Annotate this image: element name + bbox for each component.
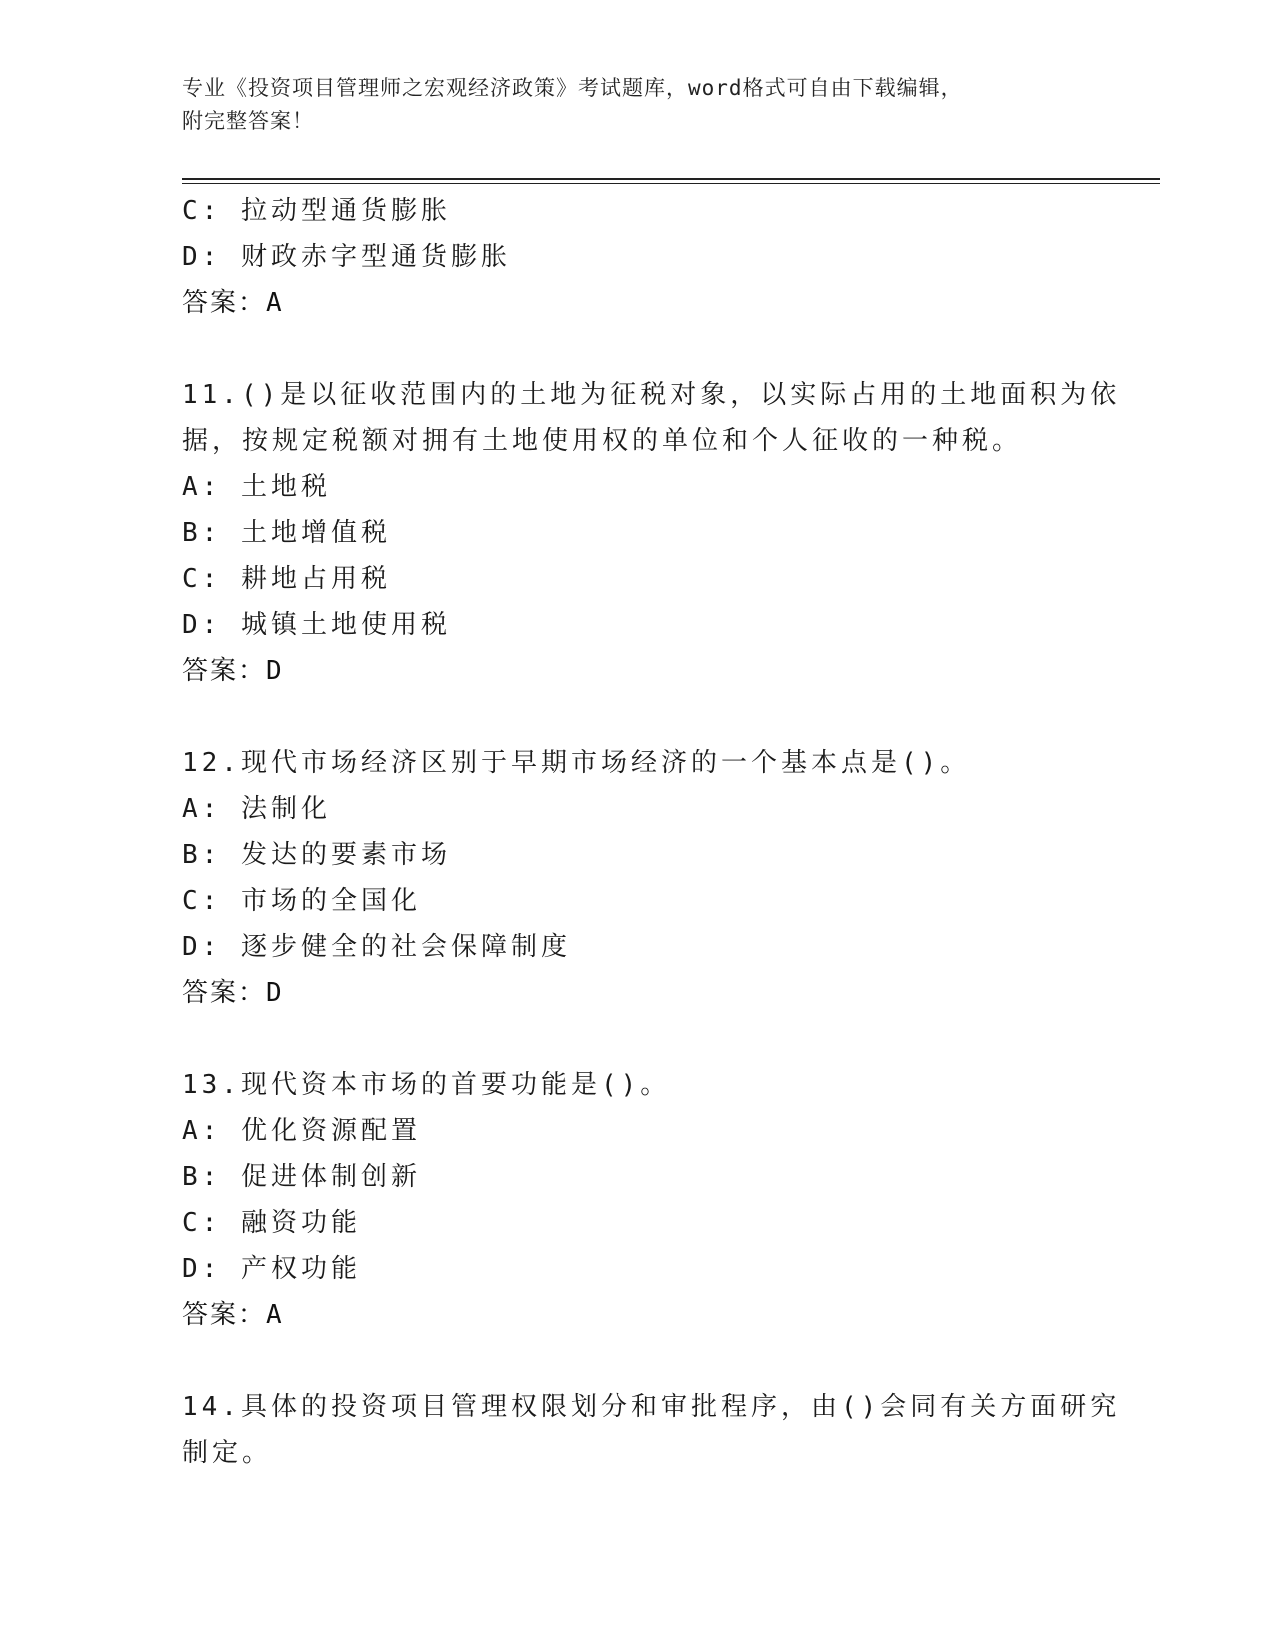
answer-value: A [266, 1300, 284, 1330]
option-d: D: 城镇土地使用税 [182, 610, 451, 640]
option-d: D: 逐步健全的社会保障制度 [182, 932, 571, 962]
answer-label: 答案： [182, 978, 267, 1008]
question-text-line-1: 14.具体的投资项目管理权限划分和审批程序，由()会同有关方面研究 [182, 1392, 1121, 1422]
spacer [182, 1016, 1082, 1062]
option-a: A: 优化资源配置 [182, 1116, 421, 1146]
answer-line [182, 648, 1082, 694]
spacer [182, 694, 1082, 740]
option-d: D: 财政赤字型通货膨胀 [182, 242, 511, 272]
answer-label: 答案： [182, 1300, 267, 1330]
question-10-tail [182, 188, 1082, 326]
answer-value: D [266, 656, 284, 686]
header-rule-thin [182, 183, 1160, 184]
question-12 [182, 740, 1082, 1016]
answer-value: A [266, 288, 284, 318]
spacer [182, 326, 1082, 372]
option-c: C: 市场的全国化 [182, 886, 421, 916]
answer-label: 答案： [182, 656, 267, 686]
option-b: B: 土地增值税 [182, 518, 391, 548]
option-b: B: 促进体制创新 [182, 1162, 421, 1192]
option-c: C: 耕地占用税 [182, 564, 391, 594]
answer-value: D [266, 978, 284, 1008]
question-text-line-2: 制定。 [182, 1438, 273, 1468]
answer-line [182, 1292, 1082, 1338]
option-c: C: 拉动型通货膨胀 [182, 196, 451, 226]
question-text-line-1: 11.()是以征收范围内的土地为征税对象，以实际占用的土地面积为依 [182, 380, 1121, 410]
question-11 [182, 372, 1121, 694]
option-b: B: 发达的要素市场 [182, 840, 451, 870]
question-text-line-1: 12.现代市场经济区别于早期市场经济的一个基本点是()。 [182, 748, 971, 778]
spacer [182, 1338, 1082, 1384]
document-header [182, 72, 1062, 138]
option-c: C: 融资功能 [182, 1208, 361, 1238]
question-13 [182, 1062, 1082, 1338]
header-line-2: 附完整答案！ [182, 109, 314, 133]
option-a: A: 土地税 [182, 472, 331, 502]
question-text-line-2: 据，按规定税额对拥有土地使用权的单位和个人征收的一种税。 [182, 426, 1023, 456]
option-d: D: 产权功能 [182, 1254, 361, 1284]
option-a: A: 法制化 [182, 794, 331, 824]
header-rule-thick [182, 178, 1160, 180]
header-line-1: 专业《投资项目管理师之宏观经济政策》考试题库，word格式可自由下载编辑， [182, 76, 963, 100]
question-list [182, 188, 1121, 1476]
question-text-line-1: 13.现代资本市场的首要功能是()。 [182, 1070, 671, 1100]
answer-line [182, 970, 1082, 1016]
answer-label: 答案： [182, 288, 267, 318]
answer-line [182, 280, 1082, 326]
question-14 [182, 1384, 1121, 1476]
